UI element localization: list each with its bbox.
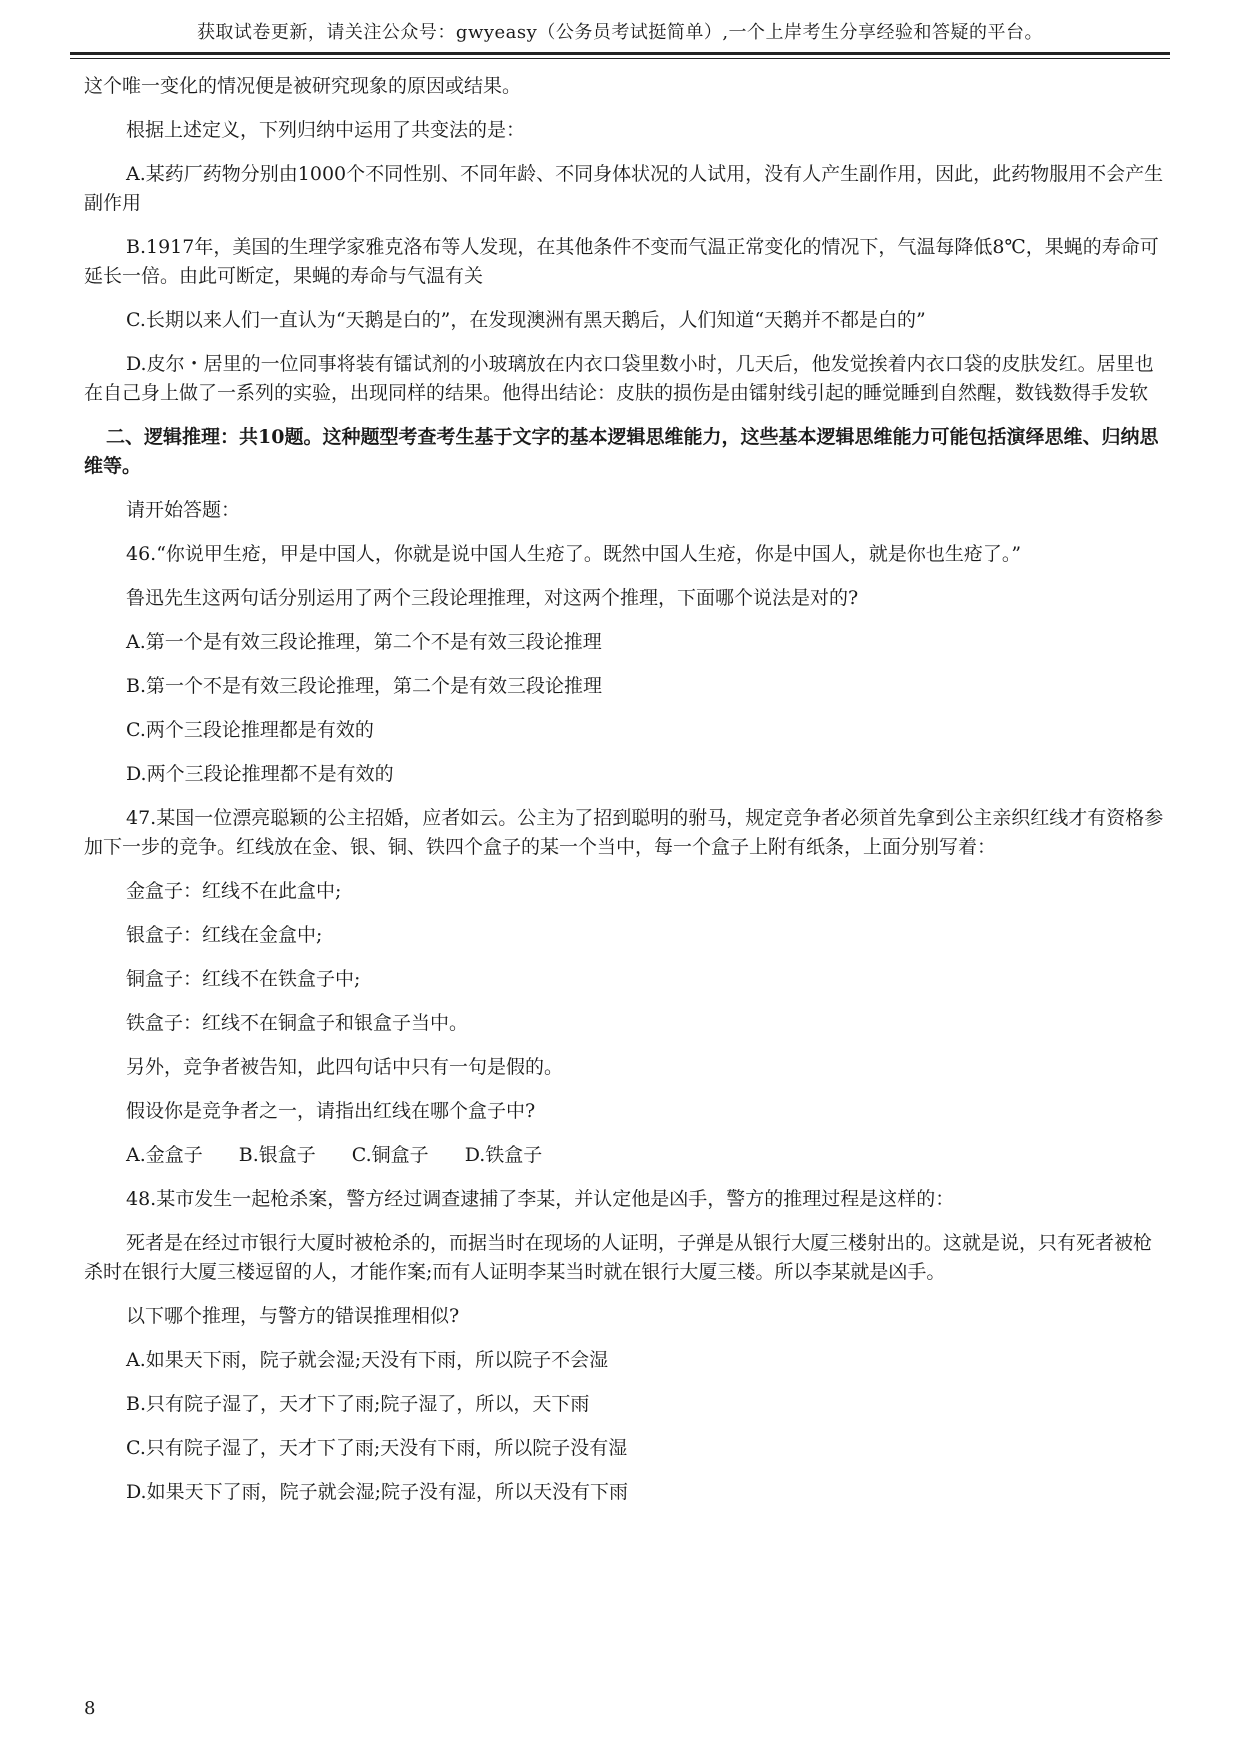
section-title: 二、逻辑推理：共10题。这种题型考查考生基于文字的基本逻辑思维能力，这些基本逻辑思维能力可能包括演绎思维、归纳思维等。 (84, 426, 1159, 477)
header-rule-thin (70, 58, 1170, 59)
prev-option-d: D.皮尔・居里的一位同事将装有镭试剂的小玻璃放在内衣口袋里数小时，几天后，他发觉挨着内衣口袋的皮肤发红。居里也在自己身上做了一系列的实验，出现同样的结果。他得出结论：皮肤的损伤是由镭射线引起的睡觉睡到自然醒，数钱数得手发软 (84, 353, 1154, 404)
page-header: 获取试卷更新，请关注公众号：gwyeasy（公务员考试挺简单）,一个上岸考生分享经验和答疑的平台。 (196, 22, 1044, 43)
q46-option-a: A.第一个是有效三段论推理，第二个不是有效三段论推理 (126, 631, 602, 653)
q48-option-b: B.只有院子湿了，天才下了雨;院子湿了，所以，天下雨 (126, 1393, 590, 1415)
page-number: 8 (84, 1698, 96, 1719)
q47-option-a: A.金盒子 (126, 1144, 203, 1166)
q46-option-c: C.两个三段论推理都是有效的 (126, 719, 374, 741)
q46-option-b: B.第一个不是有效三段论推理，第二个是有效三段论推理 (126, 675, 603, 697)
question-46-stem: 鲁迅先生这两句话分别运用了两个三段论理推理，对这两个推理，下面哪个说法是对的? (126, 587, 859, 609)
question-48: 48.某市发生一起枪杀案，警方经过调查逮捕了李某，并认定他是凶手，警方的推理过程是这样的： (126, 1188, 955, 1210)
q48-option-c: C.只有院子湿了，天才下了雨;天没有下雨，所以院子没有湿 (126, 1437, 628, 1459)
prev-option-a: A.某药厂药物分别由1000个不同性别、不同年龄、不同身体状况的人试用，没有人产生副作用，因此，此药物服用不会产生副作用 (84, 163, 1164, 214)
section-start: 请开始答题： (126, 499, 241, 521)
q46-option-d: D.两个三段论推理都不是有效的 (126, 763, 394, 785)
question-48-stem: 以下哪个推理，与警方的错误推理相似? (126, 1305, 460, 1327)
q47-option-d: D.铁盒子 (464, 1144, 543, 1166)
q47-options (84, 1141, 1170, 1170)
prev-option-b: B.1917年，美国的生理学家雅克洛布等人发现，在其他条件不变而气温正常变化的情况下，气温每降低8℃，果蝇的寿命可延长一倍。由此可断定，果蝇的寿命与气温有关 (84, 236, 1159, 287)
q47-option-b: B.银盒子 (238, 1144, 316, 1166)
q47-option-c: C.铜盒子 (351, 1144, 429, 1166)
page-content (84, 72, 1170, 1522)
q48-option-d: D.如果天下了雨，院子就会湿;院子没有湿，所以天没有下雨 (126, 1481, 628, 1503)
q47-info: 另外，竞争者被告知，此四句话中只有一句是假的。 (126, 1056, 564, 1078)
q47-note-iron: 铁盒子：红线不在铜盒子和银盒子当中。 (126, 1012, 469, 1034)
question-47-stem: 假设你是竞争者之一，请指出红线在哪个盒子中? (126, 1100, 536, 1122)
question-47: 47.某国一位漂亮聪颖的公主招婚，应者如云。公主为了招到聪明的驸马，规定竞争者必须首先拿到公主亲织红线才有资格参加下一步的竞争。红线放在金、银、铜、铁四个盒子的某一个当中，每一个盒子上附有纸条，上面分别写着： (84, 807, 1164, 858)
question-46: 46.“你说甲生疮，甲是中国人，你就是说中国人生疮了。既然中国人生疮，你是中国人，就是你也生疮了。” (126, 543, 1022, 565)
header-rule (70, 52, 1170, 55)
prev-question-tail: 这个唯一变化的情况便是被研究现象的原因或结果。 (84, 75, 522, 97)
q48-option-a: A.如果天下雨，院子就会湿;天没有下雨，所以院子不会湿 (126, 1349, 609, 1371)
q47-note-copper: 铜盒子：红线不在铁盒子中; (126, 968, 361, 990)
prev-question-stem: 根据上述定义，下列归纳中运用了共变法的是： (126, 119, 526, 141)
q47-note-gold: 金盒子：红线不在此盒中; (126, 880, 342, 902)
question-48-detail: 死者是在经过市银行大厦时被枪杀的，而据当时在现场的人证明，子弹是从银行大厦三楼射出的。这就是说，只有死者被枪杀时在银行大厦三楼逗留的人，才能作案;而有人证明李某当时就在银行大厦三楼。所以李某就是凶手。 (84, 1232, 1153, 1283)
q47-note-silver: 银盒子：红线在金盒中; (126, 924, 323, 946)
prev-option-c: C.长期以来人们一直认为“天鹅是白的”，在发现澳洲有黑天鹅后，人们知道“天鹅并不都是白的” (126, 309, 926, 331)
